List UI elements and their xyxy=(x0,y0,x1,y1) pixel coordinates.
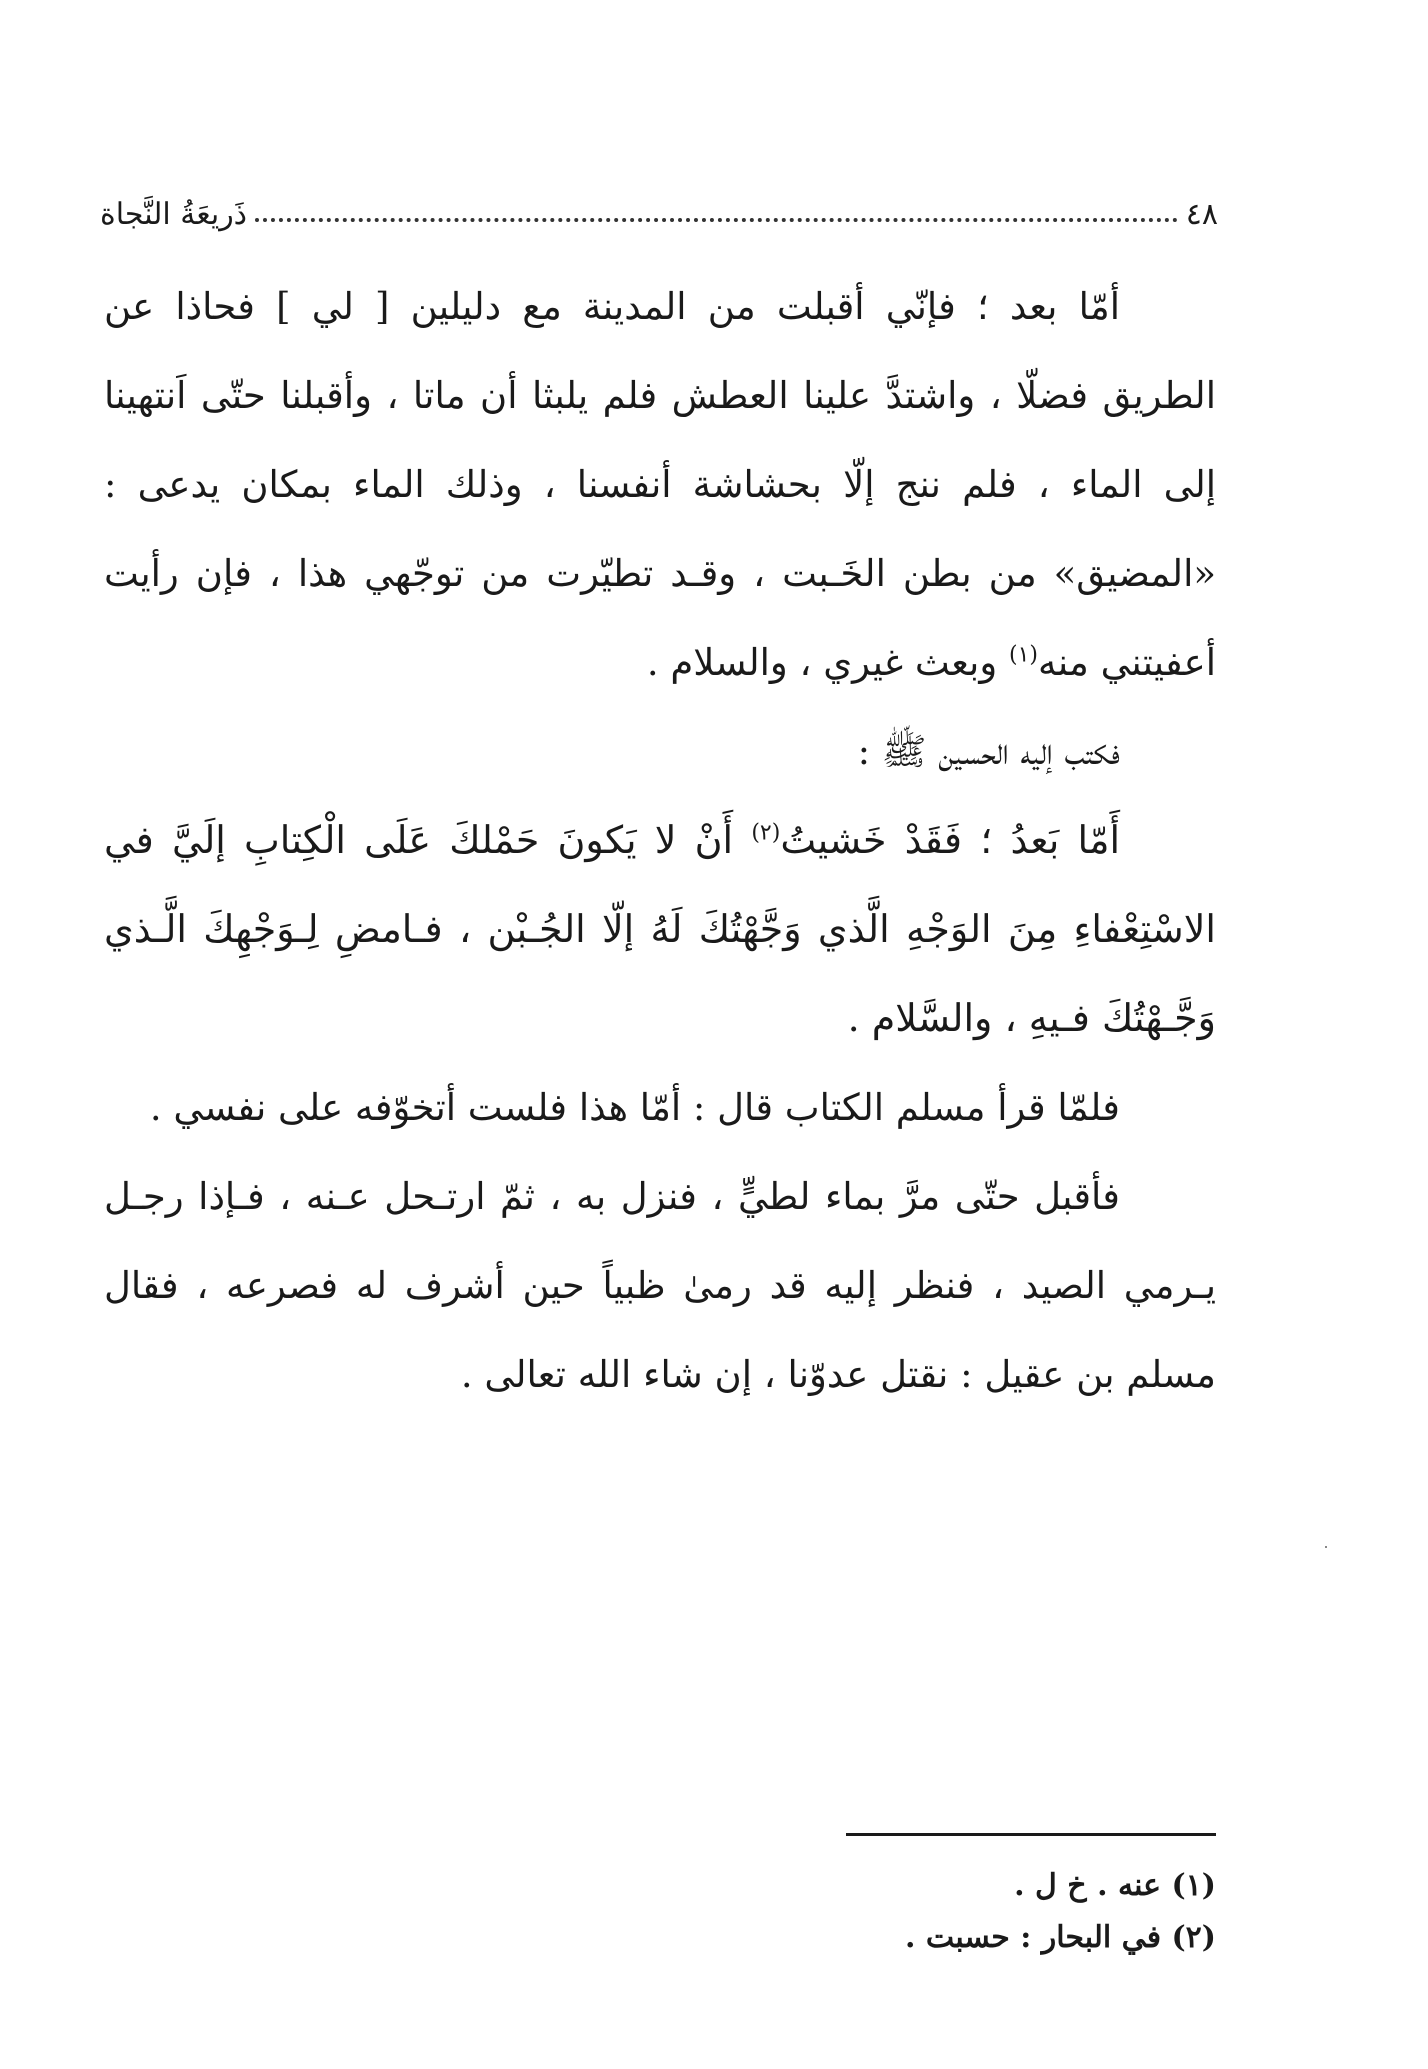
paragraph-reply xyxy=(104,796,1216,1063)
paragraph-text: فكتب إليه الحسين ﷺ : xyxy=(857,730,1120,773)
paragraph-text: فأقبل حتّى مرَّ بماء لطيٍّ ، فنزل به ، ثمّ ارتـحل عـنه ، فـإذا رجـل يـرمي الصيد ، فنظر إليه قد رمىٰ ظبياً حين أشرف له فصرعه ، فقال مسلم بن عقيل : نقتل عدوّنا ، إن شاء الله تعالى . xyxy=(104,1175,1216,1396)
main-text xyxy=(104,262,1216,1419)
header-dot-leader xyxy=(255,218,1178,222)
paragraph-text: أمّا بعد ؛ فإنّي أقبلت من المدينة مع دليلين [ لي ] فحاذا عن الطريق فضلّا ، واشتدَّ علينا العطش فلم يلبثا أن ماتا ، وأقبلنا حتّى اَنتهينا إلى الماء ، فلم ننج إلّا بحشاشة أنفسنا ، وذلك الماء بمكان يدعى : «المضيق» من بطن الخَـبت ، وقـد تطيّرت من توجّهي هذا ، فإن رأيت أعفيتني منه xyxy=(104,285,1216,684)
running-title: ذَريعَةُ النَّجاة xyxy=(100,197,248,232)
paragraph-text-tail: أَنْ لا يَكونَ حَمْلكَ عَلَى الْكِتابِ إلَيَّ في الاسْتِعْفاءِ مِنَ الوَجْهِ الَّذي وَجَّهْتُكَ لَهُ إلّا الجُـبْن ، فـامضِ لِـوَجْهِكَ الَّـذي وَجَّـهْتُكَ فـيهِ ، والسَّلام . xyxy=(104,818,1216,1040)
scan-speck xyxy=(1325,1546,1327,1548)
footnote-1: (١) عنه . خ ل . xyxy=(1014,1868,1216,1903)
paragraph-letter xyxy=(104,262,1216,707)
footnote-ref-2: (٢) xyxy=(751,820,781,846)
paragraph-text: فلمّا قرأ مسلم الكتاب قال : أمّا هذا فلست أتخوّفه على نفسي . xyxy=(149,1086,1120,1129)
page-number: ٤٨ xyxy=(1185,197,1218,232)
paragraph-journey xyxy=(104,1152,1216,1419)
paragraph-reply-intro xyxy=(104,707,1216,796)
paragraph-text-tail: وبعث غيري ، والسلام . xyxy=(646,641,1009,684)
footnotes xyxy=(600,1860,1216,1964)
paragraph-muslim-response xyxy=(104,1063,1216,1152)
footnote-separator xyxy=(846,1833,1216,1836)
paragraph-text: أَمّا بَعدُ ؛ فَقَدْ خَشيتُ xyxy=(780,818,1120,862)
page-header xyxy=(100,172,1218,232)
footnote-2: (٢) في البحار : حسبت . xyxy=(905,1920,1216,1955)
footnote-ref-1: (١) xyxy=(1008,642,1038,668)
